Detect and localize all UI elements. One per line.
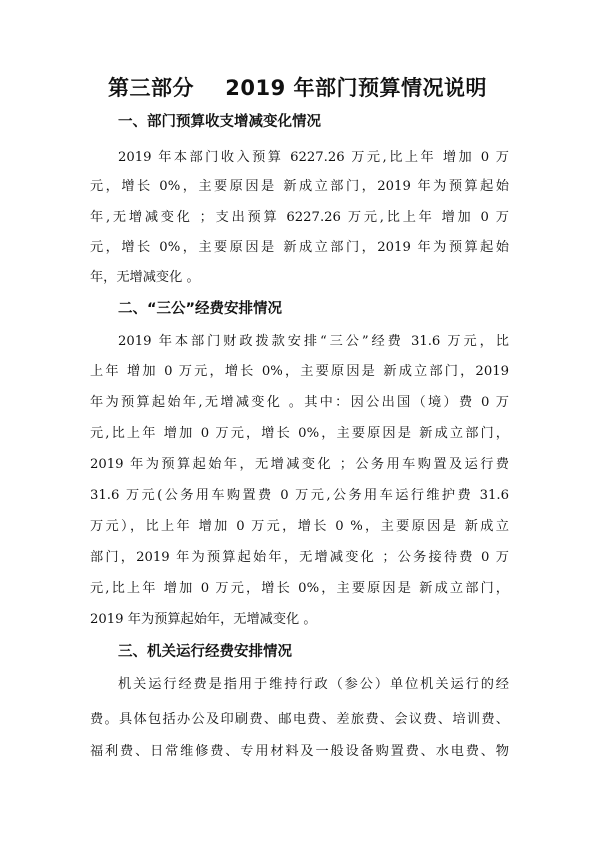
paragraph-line: 元，增长 0%，主要原因是 新成立部门，2019 年为预算起始 [90, 179, 509, 194]
section-heading-3: 三、机关运行经费安排情况 [118, 644, 292, 660]
paragraph-line: 年,无增减变化 ；支出预算 6227.26 万元,比上年 增加 0 万 [90, 210, 509, 225]
section-heading-1: 一、部门预算收支增减变化情况 [118, 114, 321, 130]
paragraph-line: 万元），比上年 增加 0 万元，增长 0 %，主要原因是 新成立 [90, 519, 509, 534]
section-heading-2: 二、“三公”经费安排情况 [118, 301, 283, 317]
paragraph-line: 年为预算起始年,无增减变化 。其中：因公出国（境）费 0 万 [90, 395, 509, 410]
paragraph-line: 2019 年本部门收入预算 6227.26 万元,比上年 增加 0 万 [118, 150, 509, 165]
paragraph-line: 2019 年本部门财政拨款安排“三公”经费 31.6 万元，比 [118, 334, 509, 349]
paragraph-line: 部门，2019 年为预算起始年，无增减变化 ；公务接待费 0 万 [90, 550, 509, 565]
paragraph-line: 上年 增加 0 万元，增长 0%，主要原因是 新成立部门，2019 [90, 364, 509, 379]
paragraph-line: 元,比上年 增加 0 万元，增长 0%，主要原因是 新成立部门， [90, 426, 509, 441]
paragraph-line: 31.6 万元(公务用车购置费 0 万元,公务用车运行维护费 31.6 [90, 488, 509, 503]
paragraph-line: 2019 年为预算起始年，无增减变化 ；公务用车购置及运行费 [90, 457, 509, 472]
paragraph-line: 福利费、日常维修费、专用材料及一般设备购置费、水电费、物 [90, 744, 509, 759]
paragraph-line: 年，无增减变化 。 [90, 270, 200, 285]
page-title: 第三部分 2019 年部门预算情况说明 [107, 76, 487, 100]
paragraph-line: 费。具体包括办公及印刷费、邮电费、差旅费、会议费、培训费、 [90, 712, 509, 727]
paragraph-line: 2019 年为预算起始年，无增减变化 。 [90, 612, 317, 627]
paragraph-line: 元,比上年 增加 0 万元，增长 0%，主要原因是 新成立部门， [90, 581, 509, 596]
paragraph-line: 机关运行经费是指用于维持行政（参公）单位机关运行的经 [118, 677, 509, 692]
paragraph-line: 元，增长 0%，主要原因是 新成立部门，2019 年为预算起始 [90, 240, 509, 255]
